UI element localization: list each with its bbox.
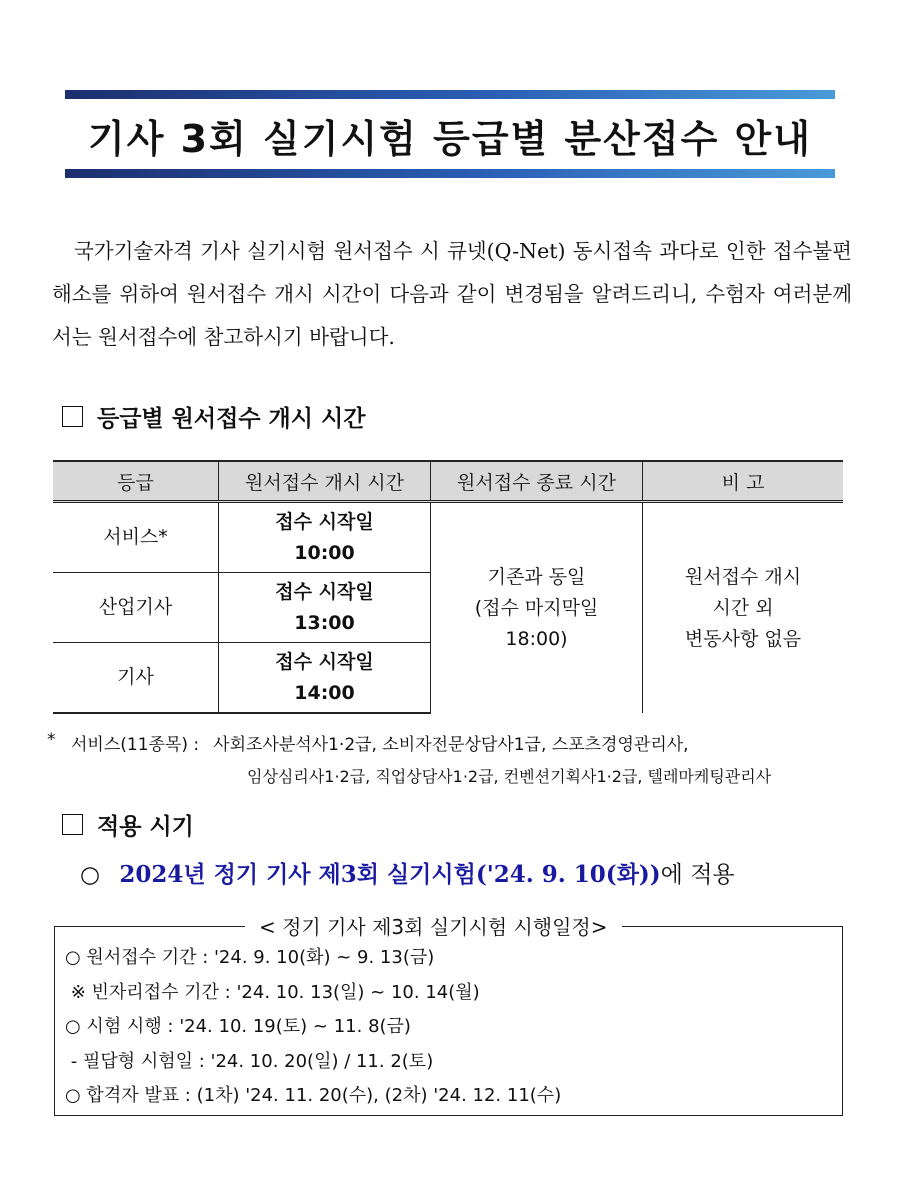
apply-highlight: 2024년 정기 기사 제3회 실기시험('24. 9. 10(화)) bbox=[119, 861, 661, 888]
grade-table bbox=[53, 460, 843, 714]
start-cell bbox=[219, 573, 431, 643]
footnote-mark: * bbox=[47, 730, 56, 750]
end-line: 18:00) bbox=[505, 627, 568, 650]
remark-line: 시간 외 bbox=[712, 596, 774, 619]
section-title: 등급별 원서접수 개시 시간 bbox=[97, 406, 366, 432]
start-label: 접수 시작일 bbox=[275, 510, 374, 533]
start-cell bbox=[219, 643, 431, 714]
title-bar-bottom bbox=[65, 169, 835, 178]
start-cell bbox=[219, 502, 431, 573]
schedule-line: ○ 합격자 발표 : (1차) '24. 11. 20(수), (2차) '24. 12. 11(수) bbox=[65, 1085, 562, 1106]
header-grade: 등급 bbox=[53, 461, 219, 502]
header-end: 원서접수 종료 시간 bbox=[431, 461, 643, 502]
footnote-label: 서비스(11종목) : bbox=[71, 735, 200, 755]
table-header-row bbox=[53, 461, 843, 502]
page-title: 기사 3회 실기시험 등급별 분산접수 안내 bbox=[88, 117, 812, 161]
remark-cell bbox=[643, 502, 844, 714]
schedule-line: - 필답형 시험일 : '24. 10. 20(일) / 11. 2(토) bbox=[65, 1050, 434, 1072]
footnote bbox=[47, 730, 867, 786]
section-grade-times bbox=[62, 400, 365, 433]
schedule-title: < 정기 기사 제3회 실기시험 시행일정> bbox=[245, 911, 622, 940]
checkbox-icon bbox=[62, 406, 83, 427]
start-time: 13:00 bbox=[294, 611, 355, 634]
apply-line bbox=[80, 856, 735, 889]
schedule-line: ○ 원서접수 기간 : '24. 9. 10(화) ~ 9. 13(금) bbox=[65, 947, 435, 968]
grade-cell: 산업기사 bbox=[53, 573, 219, 643]
schedule-lines bbox=[65, 941, 561, 1114]
start-time: 14:00 bbox=[294, 681, 355, 704]
remark-line: 변동사항 없음 bbox=[684, 627, 802, 650]
grade-cell: 서비스* bbox=[53, 502, 219, 573]
schedule-line: ※ 빈자리접수 기간 : '24. 10. 13(일) ~ 10. 14(월) bbox=[65, 981, 480, 1003]
header-start: 원서접수 개시 시간 bbox=[219, 461, 431, 502]
header-remark: 비 고 bbox=[643, 461, 844, 502]
intro-paragraph: 국가기술자격 기사 실기시험 원서접수 시 큐넷(Q-Net) 동시접속 과다로 인한 접수불편 해소를 위하여 원서접수 개시 시간이 다음과 같이 변경됨을 알려드리니, 수험자 여러분께서는 원서접수에 참고하시기 바랍니다. bbox=[52, 239, 852, 349]
circle-bullet-icon: ○ bbox=[80, 862, 101, 888]
grade-cell: 기사 bbox=[53, 643, 219, 714]
section-apply-period bbox=[62, 808, 194, 841]
start-time: 10:00 bbox=[294, 541, 355, 564]
end-line: (접수 마지막일 bbox=[474, 596, 599, 619]
section-title: 적용 시기 bbox=[97, 814, 194, 840]
remark-line: 원서접수 개시 bbox=[684, 565, 802, 588]
checkbox-icon bbox=[62, 814, 83, 835]
schedule-box bbox=[54, 915, 843, 1116]
table-row bbox=[53, 502, 843, 573]
footnote-line2: 임상심리사1·2급, 직업상담사1·2급, 컨벤션기획사1·2급, 텔레마케팅관리사 bbox=[247, 767, 772, 786]
start-label: 접수 시작일 bbox=[275, 650, 374, 673]
end-cell bbox=[431, 502, 643, 714]
start-label: 접수 시작일 bbox=[275, 580, 374, 603]
schedule-line: ○ 시험 시행 : '24. 10. 19(토) ~ 11. 8(금) bbox=[65, 1016, 411, 1037]
apply-tail: 에 적용 bbox=[660, 862, 735, 888]
title-bar-top bbox=[65, 90, 835, 99]
end-line: 기존과 동일 bbox=[487, 565, 586, 588]
footnote-line1: 사회조사분석사1·2급, 소비자전문상담사1급, 스포츠경영관리사, bbox=[213, 735, 689, 755]
